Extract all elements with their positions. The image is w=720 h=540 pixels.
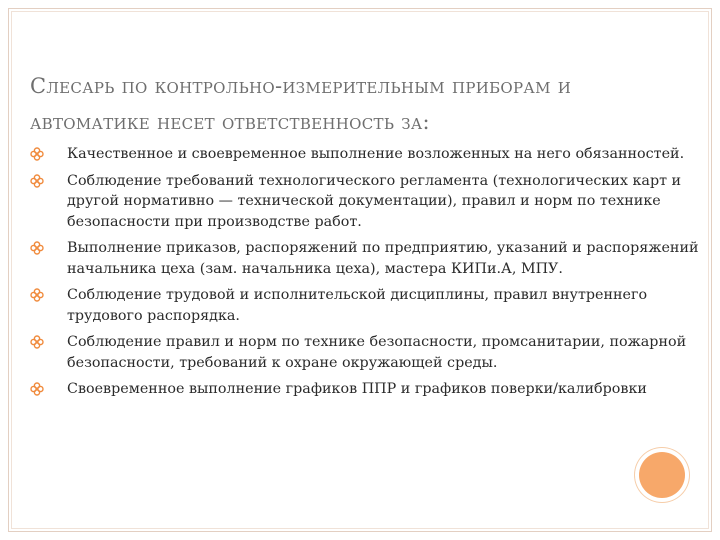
list-item-text: Своевременное выполнение графиков ППР и графиков поверки/калибровки: [67, 381, 647, 397]
flower-bullet-icon: [30, 241, 44, 255]
orange-circle-decoration: [639, 452, 685, 498]
title-line-2: автоматике несет ответственность за:: [30, 110, 430, 134]
list-item-text: Выполнение приказов, распоряжений по предприятию, указаний и распоряжений начальника цеха (зам. начальника цеха), мастера КИПи.А, МПУ.: [67, 240, 699, 277]
flower-bullet-icon: [30, 174, 44, 188]
list-item: [30, 144, 700, 165]
flower-bullet-icon: [30, 335, 44, 349]
slide-title: [30, 68, 695, 140]
flower-bullet-icon: [30, 382, 44, 396]
flower-bullet-icon: [30, 288, 44, 302]
list-item: [30, 285, 700, 326]
list-item: [30, 332, 700, 373]
list-item-text: Соблюдение правил и норм по технике безопасности, промсанитарии, пожарной безопасности, требований к охране окружающей среды.: [67, 334, 687, 371]
list-item: [30, 171, 700, 233]
list-item: [30, 238, 700, 279]
list-item-text: Соблюдение требований технологического регламента (технологических карт и другой нормативно — технической документации), правил и норм по технике безопасности при производстве работ.: [67, 172, 682, 230]
list-item-text: Качественное и своевременное выполнение возложенных на него обязанностей.: [67, 146, 685, 162]
list-item-text: Соблюдение трудовой и исполнительской дисциплины, правил внутреннего трудового распорядка.: [67, 287, 648, 324]
bullet-list: [30, 144, 700, 406]
title-line-1: Слесарь по контрольно-измерительным приборам и: [30, 74, 572, 98]
flower-bullet-icon: [30, 147, 44, 161]
list-item: [30, 379, 700, 400]
